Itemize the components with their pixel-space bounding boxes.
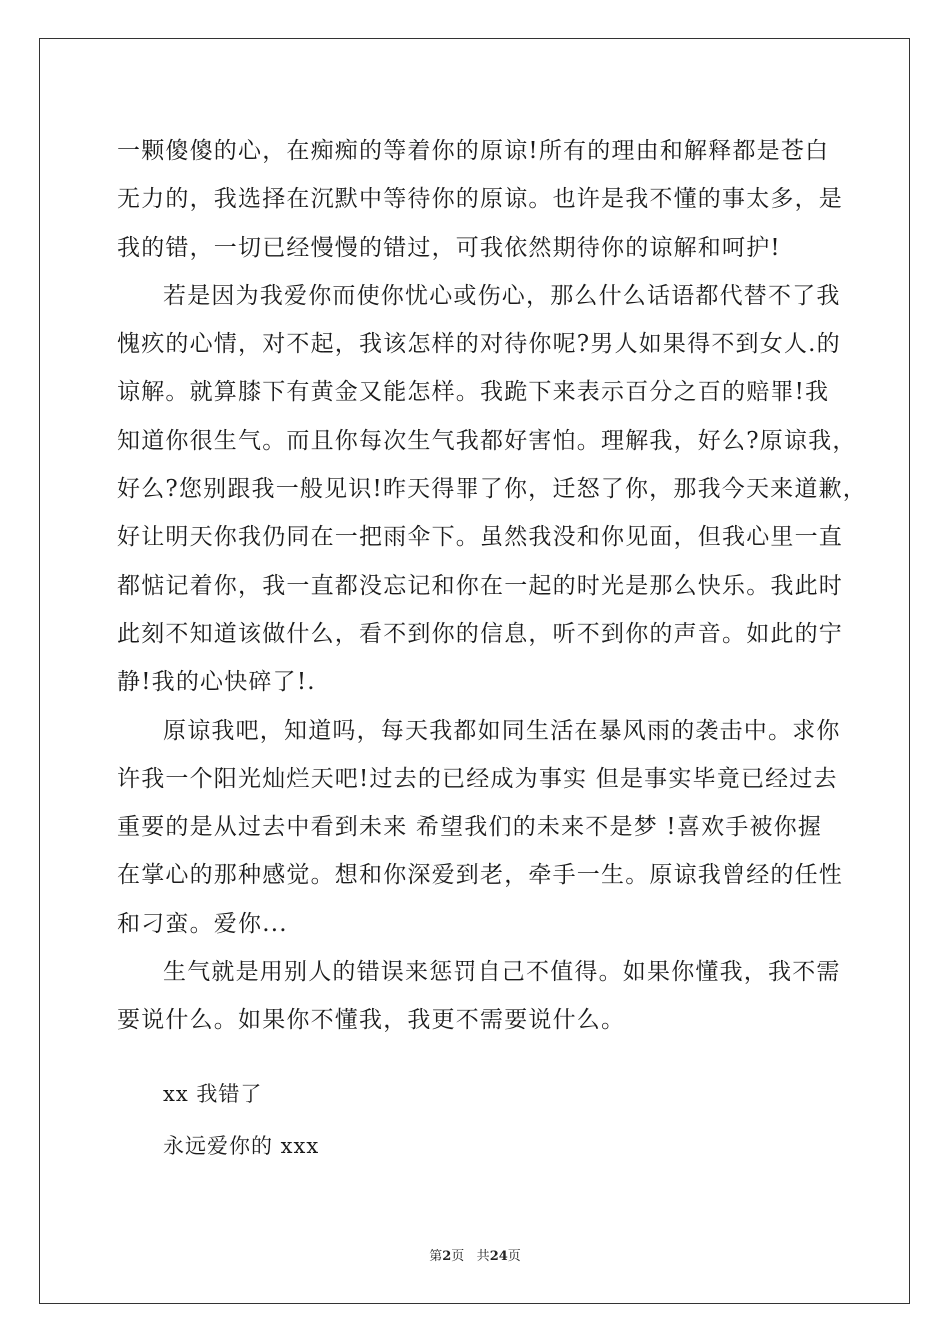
text-line: 好么?您别跟我一般见识!昨天得罪了你，迁怒了你，那我今天来道歉， (117, 476, 867, 503)
footer-total-pages: 24 (489, 1249, 508, 1264)
text-line: 我的错，一切已经慢慢的错过，可我依然期待你的谅解和呵护! (117, 234, 781, 261)
text-line: 要说什么。如果你不懂我，我更不需要说什么。 (117, 1007, 626, 1034)
text-line: 愧疚的心情，对不起，我该怎样的对待你呢?男人如果得不到女人.的 (117, 331, 841, 358)
text-line: 重要的是从过去中看到未来 希望我们的未来不是梦 !喜欢手被你握 (117, 814, 823, 841)
text-line: 都惦记着你，我一直都没忘记和你在一起的时光是那么快乐。我此时 (117, 572, 843, 599)
text-line: 无力的，我选择在沉默中等待你的原谅。也许是我不懂的事太多，是 (117, 186, 843, 213)
signature-line-1: xx 我错了 (163, 1082, 263, 1106)
footer-total-prefix: 共 (476, 1249, 490, 1264)
footer-total-suffix: 页 (507, 1249, 521, 1264)
footer-prefix: 第 (429, 1249, 443, 1264)
text-line: 许我一个阳光灿烂天吧!过去的已经成为事实 但是事实毕竟已经过去 (117, 765, 838, 792)
page-footer (0, 1248, 950, 1266)
text-line: 在掌心的那种感觉。想和你深爱到老，牵手一生。原谅我曾经的任性 (117, 862, 843, 889)
text-line: 静!我的心快碎了!. (117, 669, 316, 696)
paragraph-start-line: 若是因为我爱你而使你忧心或伤心，那么什么话语都代替不了我 (163, 282, 841, 309)
footer-page-number: 2 (442, 1249, 452, 1264)
text-line: 此刻不知道该做什么，看不到你的信息，听不到你的声音。如此的宁 (117, 620, 843, 647)
paragraph-start-line: 生气就是用别人的错误来惩罚自己不值得。如果你懂我，我不需 (163, 959, 841, 986)
document-body (117, 127, 867, 1045)
footer-page-suffix: 页 (451, 1249, 465, 1264)
text-line: 和刁蛮。爱你... (117, 910, 288, 937)
text-line: 知道你很生气。而且你每次生气我都好害怕。理解我，好么?原谅我， (117, 427, 857, 454)
text-line: 一颗傻傻的心，在痴痴的等着你的原谅!所有的理由和解释都是苍白 (117, 138, 830, 164)
signature-line-2: 永远爱你的 xxx (163, 1134, 320, 1158)
paragraph-start-line: 原谅我吧，知道吗，每天我都如同生活在暴风雨的袭击中。求你 (163, 717, 841, 744)
text-line: 谅解。就算膝下有黄金又能怎样。我跪下来表示百分之百的赔罪!我 (117, 379, 830, 406)
text-line: 好让明天你我仍同在一把雨伞下。虽然我没和你见面，但我心里一直 (117, 524, 843, 551)
